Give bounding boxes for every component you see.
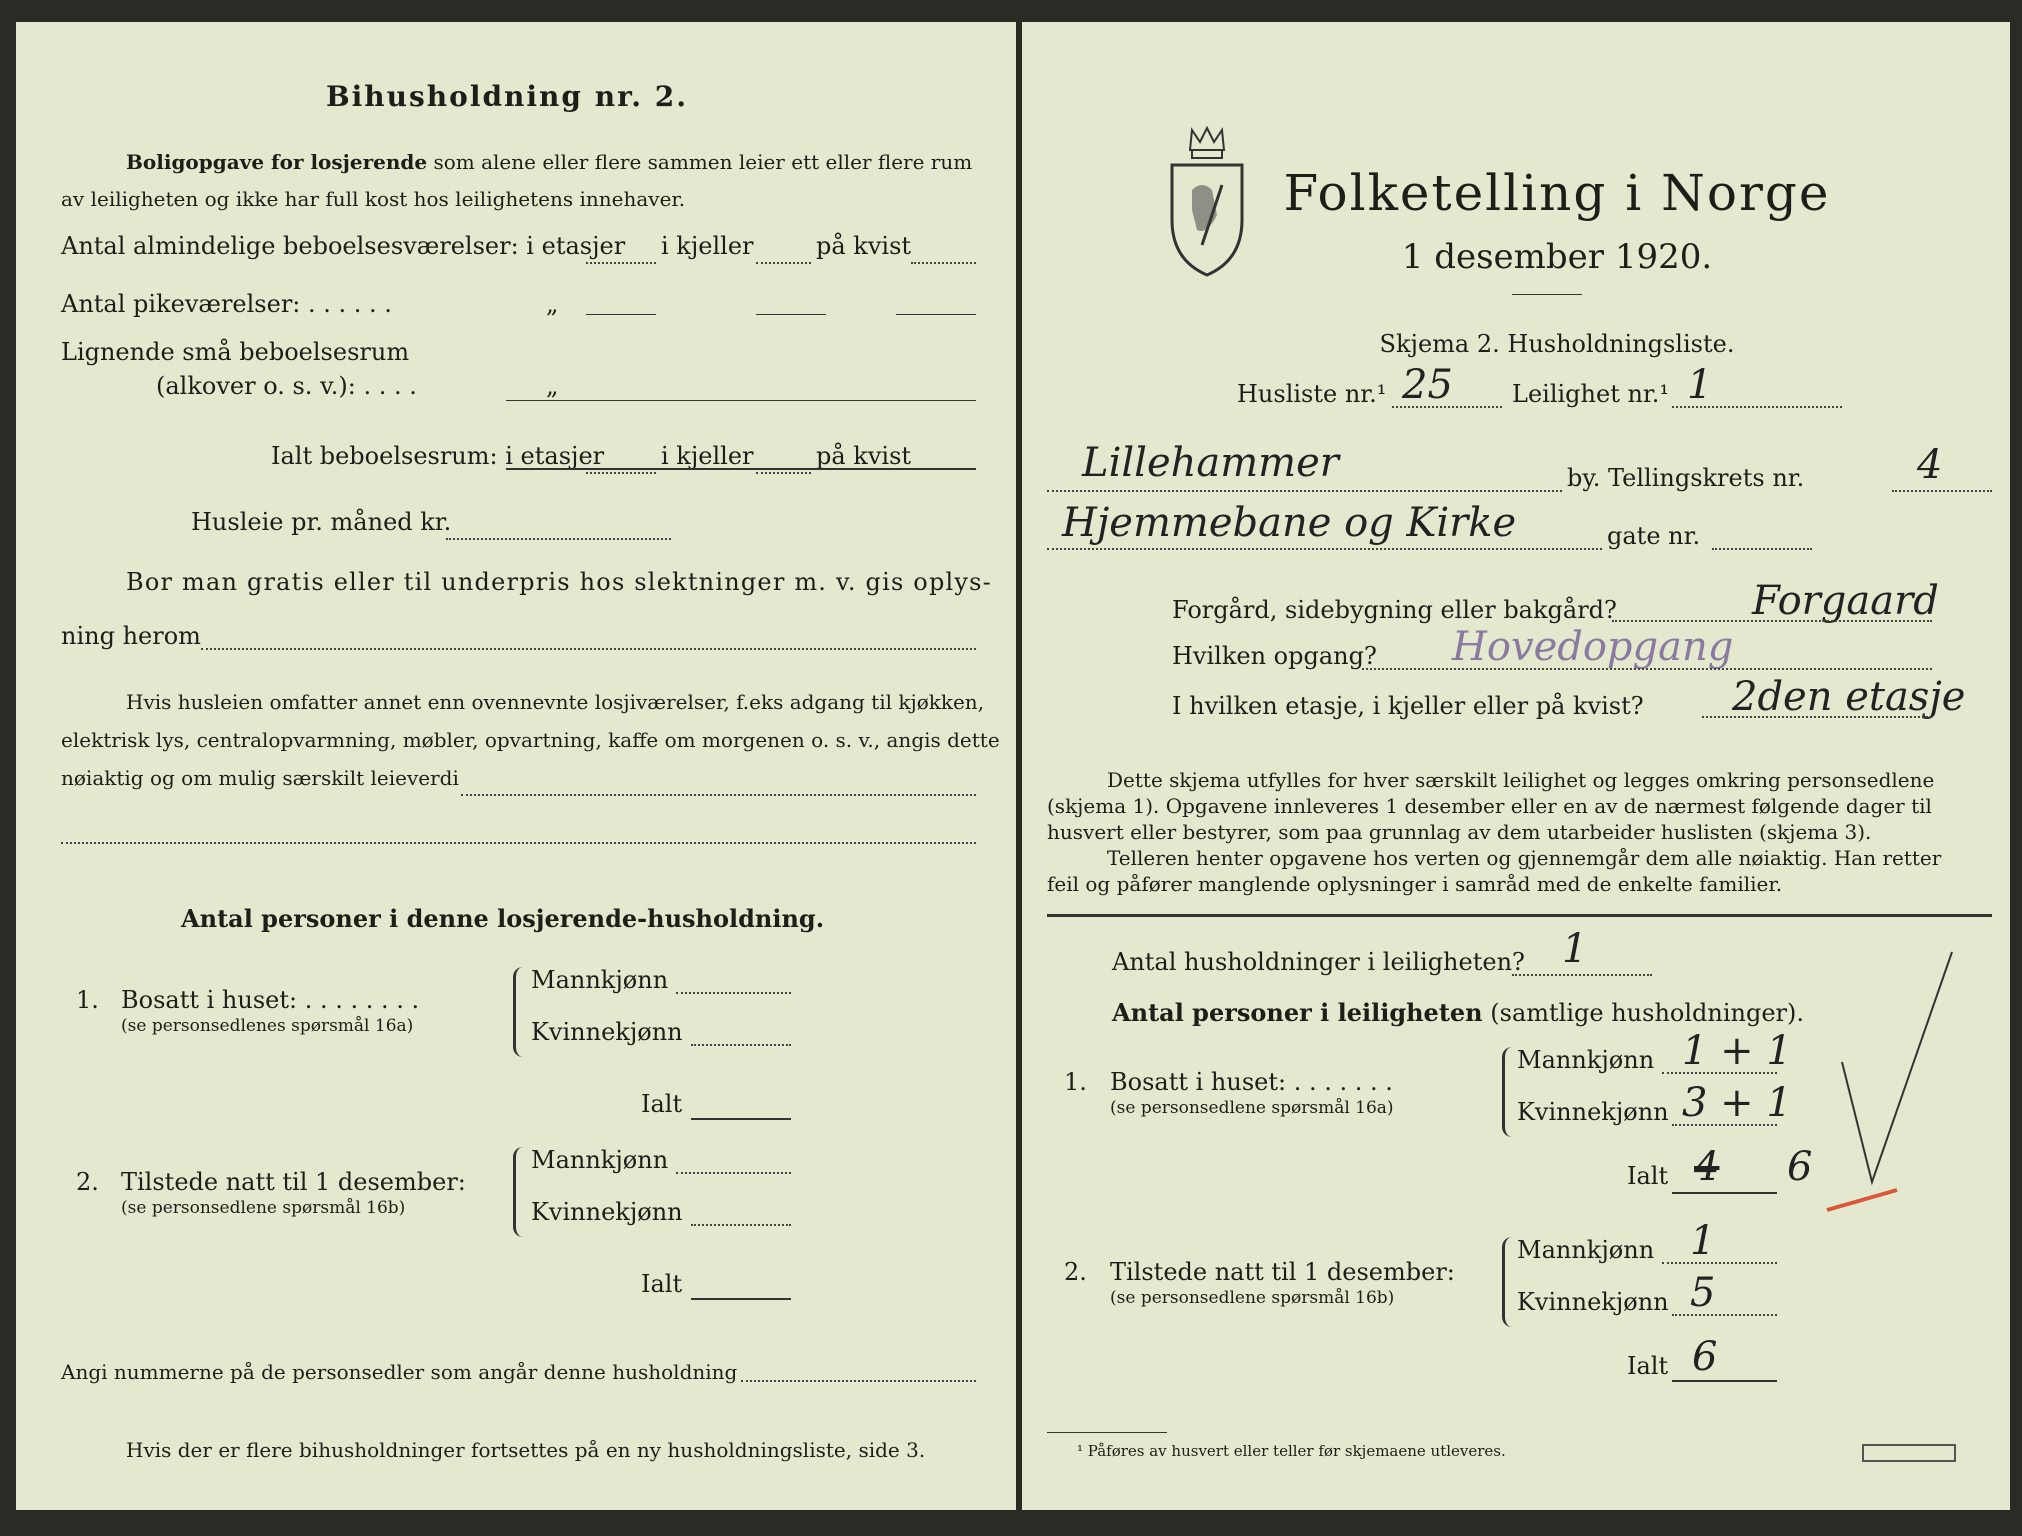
q1-brace xyxy=(513,967,526,1057)
by-label: by. Tellingskrets nr. xyxy=(1567,464,1805,492)
rooms-etasjer-field[interactable] xyxy=(586,262,656,264)
r-q1-sub: (se personsedlene spørsmål 16a) xyxy=(1110,1098,1394,1118)
rooms-kjeller-field[interactable] xyxy=(756,262,811,264)
q2-ialt-field[interactable] xyxy=(691,1298,791,1300)
q2-mann-field[interactable] xyxy=(676,1172,791,1174)
lignende-label: Lignende små beboelsesrum xyxy=(61,338,410,366)
husleie-field[interactable] xyxy=(446,538,671,540)
intro-bold: Boligopgave for losjerende xyxy=(126,150,428,174)
etasje-value[interactable]: 2den etasje xyxy=(1732,674,1966,720)
leilighet-label: Leilighet nr.¹ xyxy=(1512,380,1670,408)
q2-mann-label: Mannkjønn xyxy=(531,1146,669,1174)
r-q1-ialt-field xyxy=(1672,1192,1777,1194)
persons-heading: Antal personer i denne losjerende-husholdning. xyxy=(181,904,825,933)
norway-coat-of-arms-icon xyxy=(1162,120,1252,280)
krets-value[interactable]: 4 xyxy=(1917,442,1943,488)
folketelling-title: Folketelling i Norge xyxy=(1283,164,1831,222)
intro-line2: av leiligheten og ikke har full kost hos leilighetens innehaver. xyxy=(61,187,686,211)
schema-label: Skjema 2. Husholdningsliste. xyxy=(1379,330,1735,358)
q2-kvinne-field[interactable] xyxy=(691,1224,791,1226)
gratis-line1: Bor man gratis eller til underpris hos slektninger m. v. gis oplys- xyxy=(126,568,992,596)
r-q2-mann-label: Mannkjønn xyxy=(1517,1236,1655,1264)
ialt-underline xyxy=(506,468,976,470)
pike-field-2[interactable] xyxy=(756,314,826,315)
ialt-rooms-label: Ialt beboelsesrum: i etasjer xyxy=(271,442,605,470)
by-field xyxy=(1047,490,1562,492)
intro-text xyxy=(126,150,972,174)
r-q2-ialt-field xyxy=(1672,1380,1777,1382)
husleie-label: Husleie pr. måned kr. xyxy=(191,508,452,536)
q1-ialt-field[interactable] xyxy=(691,1118,791,1120)
rooms-kvist-field[interactable] xyxy=(911,262,976,264)
husliste-value[interactable]: 25 xyxy=(1402,362,1453,408)
persons-bold: Antal personer i leiligheten xyxy=(1112,998,1483,1027)
q1-mann-label: Mannkjønn xyxy=(531,966,669,994)
gate-value[interactable]: Hjemmebane og Kirke xyxy=(1062,500,1517,546)
hush-field xyxy=(1512,974,1652,976)
r-q1-mann-label: Mannkjønn xyxy=(1517,1046,1655,1074)
gratis-line2: ning herom xyxy=(61,622,201,650)
r-q1-ialt-corrected[interactable]: 6 xyxy=(1787,1144,1813,1190)
r-q1-label: Bosatt i huset: . . . . . . . xyxy=(1110,1068,1393,1096)
gratis-field[interactable] xyxy=(201,648,976,650)
q1-label: Bosatt i huset: . . . . . . . . xyxy=(121,986,420,1014)
forgard-value[interactable]: Forgaard xyxy=(1752,578,1939,624)
footer-note: Hvis der er flere bihusholdninger fortsettes på en ny husholdningsliste, side 3. xyxy=(126,1438,926,1462)
leieverdi-field[interactable] xyxy=(461,794,976,796)
opgang-value[interactable]: Hovedopgang xyxy=(1452,624,1734,670)
ialt-kjeller-label: i kjeller xyxy=(661,442,754,470)
r-q2-num: 2. xyxy=(1064,1258,1087,1286)
q2-ialt-label: Ialt xyxy=(641,1270,683,1298)
r-q1-kvinne-value[interactable]: 3 + 1 xyxy=(1682,1080,1792,1126)
q1-mann-field[interactable] xyxy=(676,992,791,994)
pike-ditto: „ xyxy=(546,290,559,318)
q1-ialt-label: Ialt xyxy=(641,1090,683,1118)
pike-field-3[interactable] xyxy=(896,314,976,315)
r-q1-num: 1. xyxy=(1064,1068,1087,1096)
alkover-field-1[interactable] xyxy=(506,400,976,401)
r-q2-label: Tilstede natt til 1 desember: xyxy=(1110,1258,1455,1286)
r-q1-mann-value[interactable]: 1 + 1 xyxy=(1682,1028,1792,1074)
etasje-label: I hvilken etasje, i kjeller eller på kvist? xyxy=(1172,692,1644,720)
check-mark-icon xyxy=(1832,942,1962,1202)
krets-field xyxy=(1892,490,1992,492)
intro-rest: som alene eller flere sammen leier ett eller flere rum xyxy=(433,150,973,174)
info-line1: Dette skjema utfylles for hver særskilt leilighet og legges omkring personsedlene xyxy=(1107,768,1935,792)
q1-kvinne-field[interactable] xyxy=(691,1044,791,1046)
r-q2-ialt-label: Ialt xyxy=(1627,1352,1669,1380)
r-q1-ialt-label: Ialt xyxy=(1627,1162,1669,1190)
hvis-line3: nøiaktig og om mulig særskilt leieverdi xyxy=(61,766,459,790)
forgard-label: Forgård, sidebygning eller bakgård? xyxy=(1172,596,1617,624)
rooms-kjeller-label: i kjeller xyxy=(661,232,754,260)
persons-heading-right xyxy=(1112,998,1804,1027)
ialt-etasjer-field[interactable] xyxy=(586,472,656,474)
angi-field[interactable] xyxy=(741,1380,976,1382)
r-q1-kvinne-label: Kvinnekjønn xyxy=(1517,1098,1669,1126)
q2-label: Tilstede natt til 1 desember: xyxy=(121,1168,466,1196)
gate-field xyxy=(1047,548,1602,550)
footnote-rule xyxy=(1047,1432,1167,1433)
r-q2-brace xyxy=(1502,1237,1515,1327)
hvis-line1: Hvis husleien omfatter annet enn ovennevnte losjiværelser, f.eks adgang til kjøkken, xyxy=(126,690,985,714)
q1-sub: (se personsedlenes spørsmål 16a) xyxy=(121,1016,414,1036)
q1-num: 1. xyxy=(76,986,99,1014)
persons-rest: (samtlige husholdninger). xyxy=(1490,999,1805,1027)
title-rule xyxy=(1512,294,1582,295)
r-q2-ialt-value[interactable]: 6 xyxy=(1692,1334,1718,1380)
pike-field-1[interactable] xyxy=(586,314,656,315)
q2-brace xyxy=(513,1147,526,1237)
rooms-label: Antal almindelige beboelsesværelser: i etasjer xyxy=(61,232,626,260)
r-q2-mann-value[interactable]: 1 xyxy=(1690,1218,1716,1264)
husliste-label: Husliste nr.¹ xyxy=(1237,380,1387,408)
section-rule xyxy=(1047,914,1992,917)
alkover-ditto: „ xyxy=(546,372,559,400)
q1-kvinne-label: Kvinnekjønn xyxy=(531,1018,683,1046)
left-page xyxy=(16,22,1016,1510)
r-q2-mann-field xyxy=(1662,1262,1777,1264)
r-q1-kvinne-field xyxy=(1672,1124,1777,1126)
q2-kvinne-label: Kvinnekjønn xyxy=(531,1198,683,1226)
gate-nr-field[interactable] xyxy=(1712,548,1812,550)
forgard-field xyxy=(1612,620,1932,622)
leilighet-value[interactable]: 1 xyxy=(1687,362,1713,408)
r-q1-brace xyxy=(1502,1047,1515,1137)
r-q1-mann-field xyxy=(1662,1072,1777,1074)
angi-label: Angi nummerne på de personsedler som angår denne husholdning xyxy=(61,1360,738,1384)
gate-label: gate nr. xyxy=(1607,522,1701,550)
footnote: ¹ Påføres av husvert eller teller før skjemaene utleveres. xyxy=(1077,1442,1506,1460)
hush-label: Antal husholdninger i leiligheten? xyxy=(1112,948,1525,976)
opgang-field xyxy=(1362,668,1932,670)
ialt-kvist-label: på kvist xyxy=(816,442,912,470)
printer-stamp-icon xyxy=(1862,1444,1956,1462)
right-page xyxy=(1022,22,2010,1510)
info-line4: Telleren henter opgavene hos verten og gjennemgår dem alle nøiaktig. Han retter xyxy=(1107,846,1942,870)
red-mark-icon xyxy=(1822,1180,1902,1220)
leilighet-field xyxy=(1672,406,1842,408)
bihusholdning-title: Bihusholdning nr. 2. xyxy=(326,80,688,113)
opgang-label: Hvilken opgang? xyxy=(1172,642,1377,670)
info-line3: husvert eller bestyrer, som paa grunnlag av dem utarbeider huslisten (skjema 3). xyxy=(1047,820,1872,844)
r-q2-sub: (se personsedlene spørsmål 16b) xyxy=(1110,1288,1395,1308)
hush-value[interactable]: 1 xyxy=(1562,926,1588,972)
info-line5: feil og påfører manglende oplysninger i samråd med de enkelte familier. xyxy=(1047,872,1783,896)
hvis-line2: elektrisk lys, centralopvarmning, møbler, opvartning, kaffe om morgenen o. s. v., angis dette xyxy=(61,728,1000,752)
rooms-kvist-label: på kvist xyxy=(816,232,912,260)
info-line2: (skjema 1). Opgavene innleveres 1 desember eller en av de nærmest følgende dager til xyxy=(1047,794,1932,818)
etasje-field xyxy=(1702,716,1932,718)
q2-num: 2. xyxy=(76,1168,99,1196)
pike-label: Antal pikeværelser: . . . . . . xyxy=(61,290,392,318)
husliste-field xyxy=(1392,406,1502,408)
leieverdi-field-2[interactable] xyxy=(61,842,976,844)
r-q2-kvinne-field xyxy=(1672,1314,1777,1316)
alkover-label: (alkover o. s. v.): . . . . xyxy=(156,372,417,400)
r-q2-kvinne-value[interactable]: 5 xyxy=(1690,1270,1716,1316)
census-date: 1 desember 1920. xyxy=(1401,237,1713,277)
ialt-kjeller-field[interactable] xyxy=(756,472,811,474)
r-q1-ialt-value[interactable]: 4 xyxy=(1694,1144,1720,1190)
q2-sub: (se personsedlene spørsmål 16b) xyxy=(121,1198,406,1218)
by-value[interactable]: Lillehammer xyxy=(1082,440,1339,486)
r-q2-kvinne-label: Kvinnekjønn xyxy=(1517,1288,1669,1316)
